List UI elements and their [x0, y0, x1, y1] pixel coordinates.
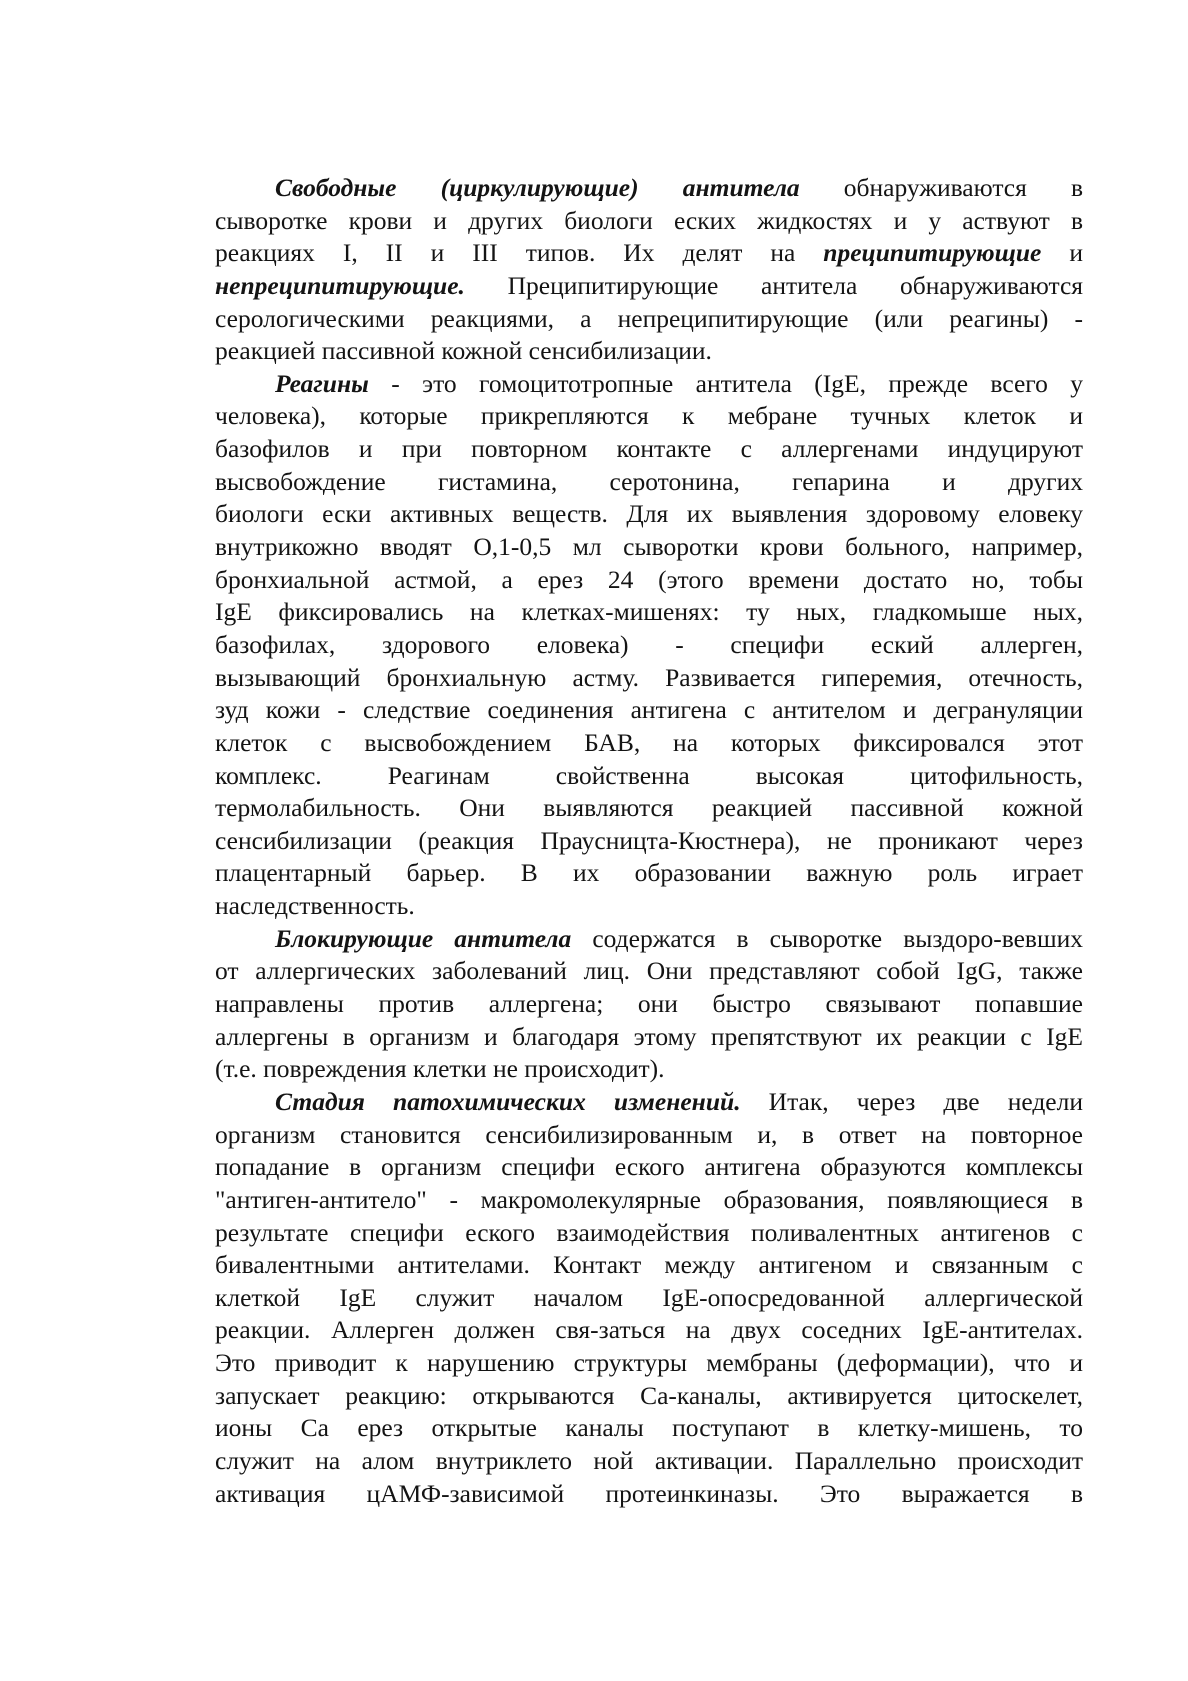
- text-segment: реакциях I, II и III типов. Их делят на: [215, 238, 824, 268]
- text-segment: организм становится сенсибилизированным и, в ответ на повторное: [215, 1119, 1083, 1149]
- text-segment: сенсибилизации (реакция Праусницта-Кюстнера), не проникают через: [215, 825, 1083, 855]
- text-line: [215, 270, 1083, 303]
- body-text: [215, 172, 1083, 1510]
- text-line: [215, 955, 1083, 988]
- text-segment: зуд кожи - следствие соединения антигена с антителом и дегрануляции: [215, 695, 1083, 725]
- text-segment: человека), которые прикрепляются к мебране тучных клеток и: [215, 401, 1083, 431]
- text-line: [215, 564, 1083, 597]
- text-segment: запускает реакцию: открываются Са-каналы, активируется цитоскелет,: [215, 1380, 1083, 1410]
- text-line: [215, 792, 1083, 825]
- text-line: [215, 498, 1083, 531]
- text-segment: направлены против аллергена; они быстро связывают попавшие: [215, 989, 1083, 1019]
- text-line: [215, 1412, 1083, 1445]
- text-line: [215, 368, 1083, 401]
- text-segment: вызывающий бронхиальную астму. Развивается гиперемия, отечность,: [215, 662, 1083, 692]
- text-segment: базофилах, здорового еловека) - специфи еский аллерген,: [215, 629, 1083, 659]
- text-line: [215, 1347, 1083, 1380]
- text-segment: служит на алом внутриклето ной активации. Параллельно происходит: [215, 1445, 1083, 1475]
- paragraph-reagins: [215, 368, 1083, 923]
- text-line: [215, 1021, 1083, 1054]
- text-line: [215, 466, 1083, 499]
- text-segment: "антиген-антитело" - макромолекулярные образования, появляющиеся в: [215, 1184, 1083, 1214]
- text-line: [215, 303, 1083, 336]
- text-segment: плацентарный барьер. В их образовании важную роль играет: [215, 858, 1083, 888]
- text-line: [215, 172, 1083, 205]
- text-line: [215, 1119, 1083, 1152]
- text-segment: сыворотке крови и других биологи еских жидкостях и у аствуют в: [215, 205, 1083, 235]
- text-line: [215, 1282, 1083, 1315]
- emphasized-term: Блокирующие антитела: [275, 923, 572, 953]
- text-line: [215, 335, 1083, 368]
- paragraph-free-antibodies: [215, 172, 1083, 368]
- text-segment: содержатся в сыворотке выздоро-вевших: [571, 923, 1083, 953]
- text-line: [215, 1217, 1083, 1250]
- emphasized-term: преципитирующие: [823, 238, 1042, 268]
- text-line: [215, 1445, 1083, 1478]
- text-line: [215, 760, 1083, 793]
- emphasized-term: Свободные (циркулирующие) антитела: [275, 173, 800, 202]
- paragraph-pathochemical-stage: [215, 1086, 1083, 1510]
- text-line: [215, 1086, 1083, 1119]
- text-segment: термолабильность. Они выявляются реакцией пассивной кожной: [215, 793, 1083, 823]
- text-line: [215, 923, 1083, 956]
- text-line: [215, 205, 1083, 238]
- text-segment: серологическими реакциями, а непреципитирующие (или реагины) -: [215, 303, 1083, 333]
- text-line: [215, 1249, 1083, 1282]
- text-segment: IgE фиксировались на клетках-мишенях: ту ных, гладкомыше ных,: [215, 597, 1083, 627]
- text-line: [215, 433, 1083, 466]
- text-line: [215, 1184, 1083, 1217]
- text-line: [215, 857, 1083, 890]
- text-line: [215, 400, 1083, 433]
- text-segment: - это гомоцитотропные антитела (IgE, прежде всего у: [368, 368, 1083, 398]
- text-line: [215, 1151, 1083, 1184]
- emphasized-term: Стадия патохимических изменений.: [275, 1086, 741, 1116]
- text-segment: высвобождение гистамина, серотонина, гепарина и других: [215, 466, 1083, 496]
- text-segment: реакции. Аллерген должен свя-заться на двух соседних IgE-антителах.: [215, 1315, 1083, 1345]
- text-segment: комплекс. Реагинам свойственна высокая цитофильность,: [215, 760, 1083, 790]
- text-line: [215, 727, 1083, 760]
- text-line: [215, 825, 1083, 858]
- text-segment: результате специфи еского взаимодействия поливалентных антигенов с: [215, 1217, 1083, 1247]
- emphasized-term: непреципитирующие.: [215, 270, 465, 300]
- text-segment: наследственность.: [215, 891, 415, 921]
- text-line: [215, 988, 1083, 1021]
- text-line: [215, 662, 1083, 695]
- text-segment: ионы Са ерез открытые каналы поступают в клетку-мишень, то: [215, 1413, 1083, 1443]
- text-segment: Итак, через две недели: [740, 1086, 1083, 1116]
- text-segment: и: [1041, 238, 1083, 268]
- text-segment: бивалентными антителами. Контакт между антигеном и связанным с: [215, 1250, 1083, 1280]
- text-line: [215, 1053, 1083, 1086]
- text-segment: реакцией пассивной кожной сенсибилизации.: [215, 336, 712, 366]
- text-segment: обнаруживаются в: [799, 173, 1083, 202]
- text-line: [215, 694, 1083, 727]
- text-line: [215, 1380, 1083, 1413]
- emphasized-term: Реагины: [275, 368, 369, 398]
- text-segment: Преципитирующие антитела обнаруживаются: [464, 270, 1083, 300]
- text-segment: внутрикожно вводят О,1-0,5 мл сыворотки крови больного, например,: [215, 532, 1083, 562]
- text-line: [215, 890, 1083, 923]
- text-segment: биологи ески активных веществ. Для их выявления здоровому еловеку: [215, 499, 1083, 529]
- text-line: [215, 596, 1083, 629]
- text-line: [215, 531, 1083, 564]
- text-segment: клеток с высвобождением БАВ, на которых фиксировался этот: [215, 727, 1083, 757]
- text-line: [215, 629, 1083, 662]
- text-segment: от аллергических заболеваний лиц. Они представляют собой IgG, также: [215, 956, 1083, 986]
- text-line: [215, 237, 1083, 270]
- text-segment: активация цАМФ-зависимой протеинкиназы. Это выражается в: [215, 1478, 1083, 1508]
- text-segment: попадание в организм специфи еского антигена образуются комплексы: [215, 1152, 1083, 1182]
- text-segment: Это приводит к нарушению структуры мембраны (деформации), что и: [215, 1348, 1083, 1378]
- paragraph-blocking-antibodies: [215, 923, 1083, 1086]
- text-segment: базофилов и при повторном контакте с аллергенами индуцируют: [215, 434, 1083, 464]
- text-segment: клеткой IgE служит началом IgE-опосредованной аллергической: [215, 1282, 1083, 1312]
- text-line: [215, 1314, 1083, 1347]
- text-segment: аллергены в организм и благодаря этому препятствуют их реакции с IgE: [215, 1021, 1083, 1051]
- text-line: [215, 1478, 1083, 1511]
- text-segment: бронхиальной астмой, а ерез 24 (этого времени достато но, тобы: [215, 564, 1083, 594]
- text-segment: (т.е. повреждения клетки не происходит).: [215, 1054, 665, 1084]
